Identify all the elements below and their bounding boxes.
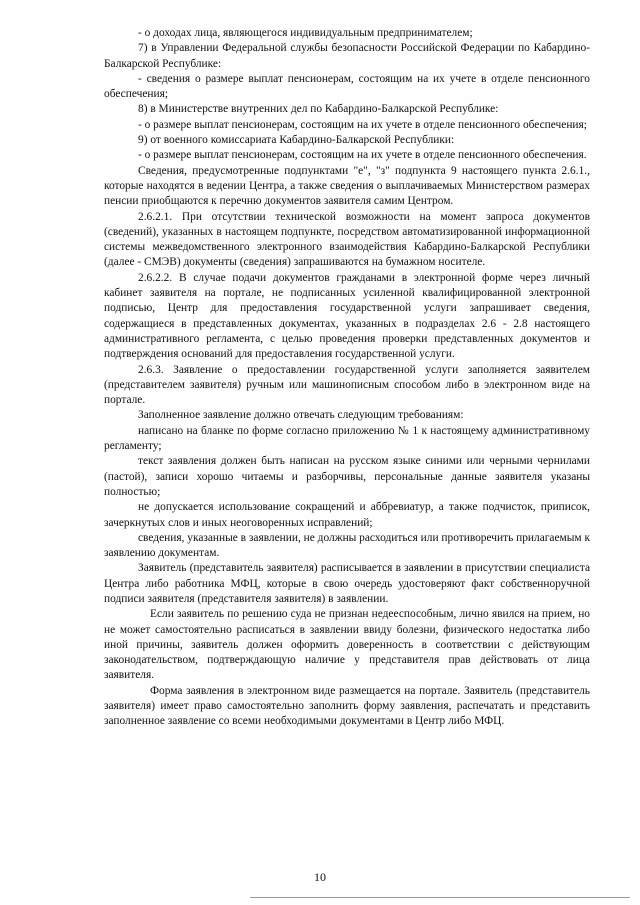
page-number: 10 bbox=[314, 870, 326, 884]
paragraph: 9) от военного комиссариата Кабардино-Балкарской Республики: bbox=[138, 134, 455, 147]
paragraph: - о доходах лица, являющегося индивидуальным предпринимателем; bbox=[138, 27, 473, 39]
bottom-rule bbox=[250, 897, 630, 898]
paragraph: 2.6.2.2. В случае подачи документов гражданами в электронной форме через личный кабинет заявителя на портале, не подписанных усиленной квалифицированной электронной подписью, Центр для предоставления государственной услуги запрашивает сведения, содержащиеся в представленных документах, указанных в подразделах 2.6 - 2.8 настоящего административного регламента, с целью проведения проверки представленных документов и подтверждения оснований для предоставления государственной услуги. bbox=[104, 271, 590, 361]
paragraph: Заполненное заявление должно отвечать следующим требованиям: bbox=[138, 409, 464, 422]
paragraph: Заявитель (представитель заявителя) расписывается в заявлении в присутствии специалиста Центра либо работника МФЦ, которые в свою очередь удостоверяют факт собственноручной подписи заявителя (представителя заявителя) в заявлении. bbox=[104, 562, 590, 605]
paragraph: текст заявления должен быть написан на русском языке синими или черными чернилами (пастой), записи хорошо читаемы и разборчивы, персональные данные заявителя указаны полностью; bbox=[104, 455, 590, 498]
paragraph: - сведения о размере выплат пенсионерам, состоящим на их учете в отделе пенсионного обеспечения; bbox=[104, 72, 590, 101]
document-body bbox=[104, 26, 590, 730]
paragraph: не допускается использование сокращений и аббревиатур, а также подчисток, приписок, зачеркнутых слов и иных неоговоренных исправлений; bbox=[104, 501, 590, 529]
paragraph: сведения, указанные в заявлении, не должны расходиться или противоречить прилагаемым к заявлению документам. bbox=[104, 531, 590, 560]
paragraph: 2.6.2.1. При отсутствии технической возможности на момент запроса документов (сведений), указанных в настоящем подпункте, посредством автоматизированной информационной системы межведомственного электронного взаимодействия Кабардино-Балкарской Республики (далее - СМЭВ) документы (сведения) запрашиваются на бумажном носителе. bbox=[104, 210, 590, 269]
paragraph: 7) в Управлении Федеральной службы безопасности Российской Федерации по Кабардино-Балкарской Республике: bbox=[104, 42, 590, 70]
paragraph: Сведения, предусмотренные подпунктами "е", "з" подпункта 9 настоящего пункта 2.6.1., которые находятся в ведении Центра, а также сведения о выплачиваемых Министерством размерах пенсии приобщаются к перечню документов заявителя самим Центром. bbox=[104, 164, 590, 208]
paragraph: написано на бланке по форме согласно приложению № 1 к настоящему административному регламенту; bbox=[104, 424, 590, 453]
paragraph: Форма заявления в электронном виде размещается на портале. Заявитель (представитель заявителя) имеет право самостоятельно заполнить форму заявления, распечатать и представить заполненное заявление со всеми необходимыми документами в Центр либо МФЦ. bbox=[104, 684, 590, 728]
paragraph: 2.6.3. Заявление о предоставлении государственной услуги заполняется заявителем (представителем заявителя) ручным или машинописным способом либо в электронном виде на портале. bbox=[104, 363, 590, 407]
paragraph: - о размере выплат пенсионерам, состоящим на их учете в отделе пенсионного обеспечения. bbox=[138, 149, 587, 162]
paragraph: Если заявитель по решению суда не признан недееспособным, лично явился на прием, но не может самостоятельно расписаться в заявлении ввиду болезни, физического недостатка либо иной причины, заявитель должен оформить доверенность в соответствии с действующим законодательством, подтверждающую наличие у представителя прав действовать от лица заявителя. bbox=[104, 608, 590, 682]
paragraph: - о размере выплат пенсионерам, состоящим на их учете в отделе пенсионного обеспечения; bbox=[138, 118, 587, 131]
paragraph: 8) в Министерстве внутренних дел по Кабардино-Балкарской Республике: bbox=[138, 103, 499, 116]
